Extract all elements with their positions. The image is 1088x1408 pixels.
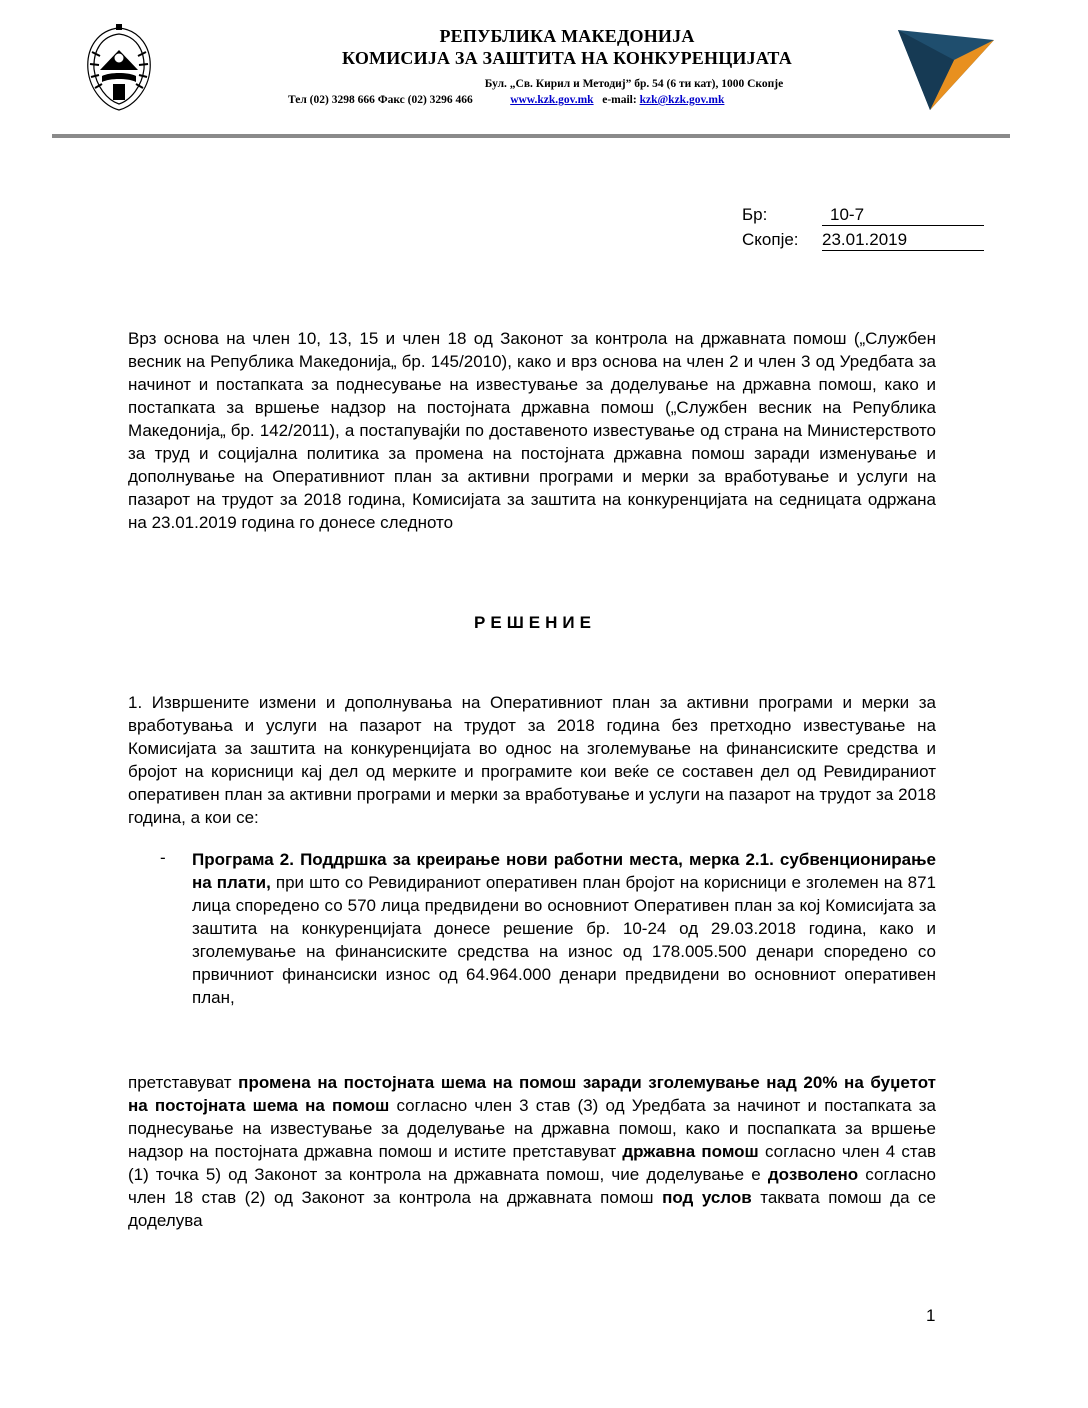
header-divider — [52, 134, 1010, 138]
closing-text-4: согласно член 18 став (2) од Законот за контрола на државната помош — [128, 1165, 936, 1207]
bullet-text: при што со Ревидираниот оперативен план бројот на корисници е зголемен на 871 лица споредено со 570 лица предвидени во основниот Оперативен план за кој Комисијата за заштита на конкуренцијата донесе решение бр. 10-24 од 29.03.2018 година, како и зголемување на финансиските средства на износ од 178.005.500 денари споредено со првичниот финансиски износ од 64.964.000 денари предвидени во основниот оперативен план, — [192, 873, 937, 1007]
bullet-paragraph — [192, 848, 936, 1009]
closing-text-1: претставуват — [128, 1073, 239, 1092]
intro-paragraph: Врз основа на член 10, 13, 15 и член 18 од Законот за контрола на државната помош („Службен весник на Република Македонија„ бр. 145/2010), како и врз основа на член 2 и член 3 од Уредбата за начинот и постапката за поднесување на известување за доделување на државна помош, како и постапката за вршење надзор на постојната државна помош („Службен весник на Република Македонија„ бр. 142/2011), а постапувајќи по доставеното известување од страна на Министерството за труд и социјална политика за промена на постојната државна помош заради изменување и дополнување на Оперативниот план за активни програми и мерки за вработување и услуги на пазарот на трудот за 2018 година, Комисијата за заштита на конкуренцијата на седницата одржана на 23.01.2019 година го донесе следното — [128, 329, 936, 532]
closing-text-3: согласно член 4 став (1) точка 5) од Законот за контрола на државната помош, чие доделување е — [128, 1142, 936, 1184]
website-link[interactable]: www.kzk.gov.mk — [510, 94, 594, 106]
closing-text-5: таквата помош да се доделува — [128, 1188, 937, 1230]
closing-paragraph — [128, 1071, 936, 1232]
email-link[interactable]: kzk@kzk.gov.mk — [639, 94, 725, 106]
org-contact — [288, 94, 724, 106]
reference-number-value: 10-7 — [822, 205, 984, 226]
reference-place-label: Скопје: — [742, 230, 799, 249]
closing-bold-1: промена на постојната шема на помош заради зголемување над 20% на буџетот на постојната шема на помош — [128, 1073, 936, 1115]
org-address: Бул. „Св. Кирил и Методиј” бр. 54 (6 ти кат), 1000 Скопје — [484, 78, 784, 90]
commission-logo-icon — [896, 28, 996, 112]
email-label: e-mail: — [602, 94, 637, 106]
closing-bold-2: државна помош — [622, 1142, 759, 1161]
page-number: 1 — [926, 1306, 936, 1325]
org-name-line-1: РЕПУБЛИКА МАКЕДОНИЈА — [439, 26, 695, 46]
closing-text-2: согласно член 3 став (3) од Уредбата за начинот и постапката за поднесување на известување за доделување на државна помош, како и поспапката за вршење надзор на постојната државна помош и истите претставуват — [128, 1096, 936, 1161]
reference-number-row — [742, 205, 984, 226]
bullet-bold-text: Програма 2. Поддршка за креирање нови работни места, мерка 2.1. субвенционирање на плати, — [192, 850, 936, 892]
org-name-line-2: КОМИСИЈА ЗА ЗАШТИТА НА КОНКУРЕНЦИЈАТА — [342, 48, 792, 68]
decision-heading: РЕШЕНИЕ — [474, 613, 596, 632]
closing-bold-4: под услов — [662, 1188, 752, 1207]
point-1-paragraph: 1. Извршените измени и дополнувања на Оперативниот план за активни програми и мерки за вработувања и услуги на пазарот на трудот за 2018 година без претходно известување на Комисијата за заштита на конкуренцијата во однос на зголемување на финансиските средства и бројот на корисници кај дел од мерките и програмите кои веќе се составен дел од Ревидираниот оперативен план за активни програми и мерки за вработување и услуги на пазарот на трудот за 2018 година, а кои се: — [128, 693, 936, 827]
closing-bold-3: дозволено — [767, 1165, 859, 1184]
reference-date-value: 23.01.2019 — [822, 230, 984, 251]
bullet-marker: - — [160, 848, 166, 867]
reference-number-label: Бр: — [742, 205, 768, 224]
phone-fax: Тел (02) 3298 666 Факс (02) 3296 466 — [288, 94, 473, 106]
reference-date-row — [742, 230, 984, 251]
